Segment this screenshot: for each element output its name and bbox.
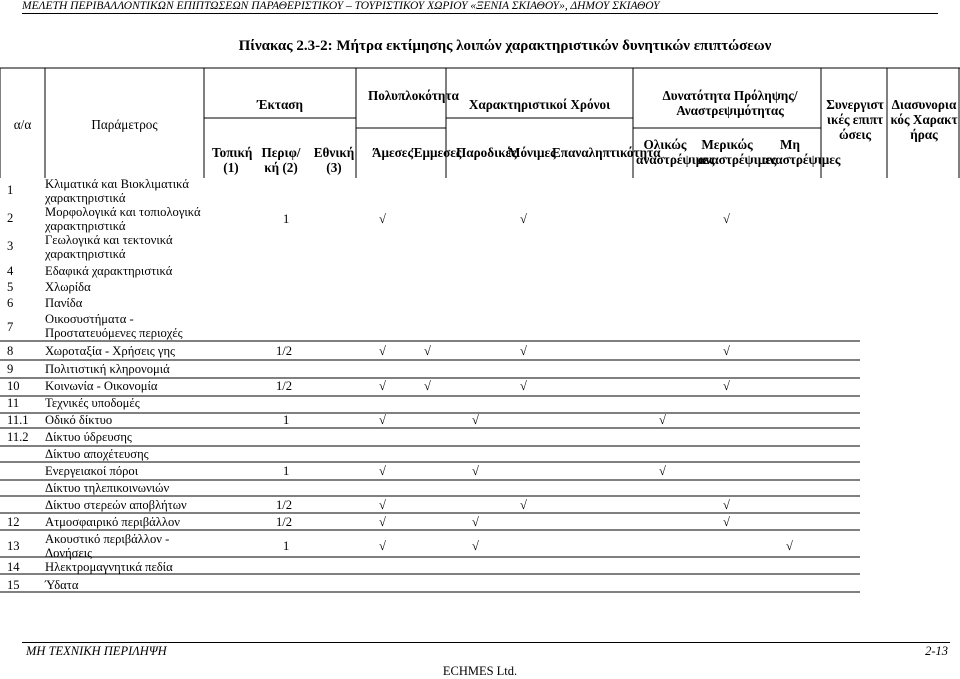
mark-value: 1 (283, 539, 290, 553)
header-mi: Μη αναστρέψιμες (762, 137, 841, 167)
header-diasynoriakos: Διασυνοριακός Χαρακτήρας (890, 97, 958, 142)
row-aa: 7 (7, 320, 14, 334)
row-param: Δονήσεις (45, 546, 93, 560)
mark-value: 1 (283, 464, 290, 478)
check-mark: √ (379, 539, 386, 553)
row-aa: 15 (7, 578, 20, 592)
row-param: Πανίδα (45, 296, 83, 310)
check-mark: √ (379, 515, 386, 529)
row-aa: 1 (7, 183, 14, 197)
row-aa: 13 (7, 539, 20, 553)
row-param: Κλιματικά και Βιοκλιματικά (45, 177, 189, 191)
header-polyplokotita: Πολυπλοκότητα (368, 88, 459, 103)
row-param: Δίκτυο τηλεπικοινωνιών (45, 481, 170, 495)
row-param: Οικοσυστήματα - (45, 312, 134, 326)
check-mark: √ (472, 464, 479, 478)
header-parodikes: Παροδικές (456, 145, 517, 160)
check-mark: √ (424, 344, 431, 358)
page-number: 2-13 (925, 644, 948, 658)
header-perif: Περιφ/κή (2) (261, 145, 301, 175)
row-param: Εδαφικά χαρακτηριστικά (45, 264, 173, 278)
row-aa: 12 (7, 515, 20, 529)
row-param: Δίκτυο αποχέτευσης (45, 447, 149, 461)
row-param: Ύδατα (45, 578, 79, 592)
mark-value: 1 (283, 212, 290, 226)
row-param: Προστατευόμενες περιοχές (45, 326, 183, 340)
row-param: Χλωρίδα (45, 280, 91, 294)
header-synergistikes: Συνεργιστικές επιπτώσεις (826, 97, 884, 142)
mark-value: 1/2 (276, 379, 293, 393)
check-mark: √ (379, 212, 386, 226)
check-mark: √ (520, 379, 527, 393)
header-merikos: Μερικώς αναστρέψιμες (698, 137, 777, 167)
row-aa: 14 (7, 560, 20, 574)
row-param: Δίκτυο ύδρευσης (45, 430, 132, 444)
header-dynatotita: Δυνατότητα Πρόληψης/Αναστρεψιμότητας (662, 88, 798, 118)
row-param: Ενεργειακοί πόροι (45, 464, 139, 478)
header-emmeses: Έμμεσες (412, 145, 462, 160)
check-mark: √ (472, 539, 479, 553)
check-mark: √ (520, 212, 527, 226)
row-aa: 4 (7, 264, 14, 278)
check-mark: √ (472, 515, 479, 529)
header-ektasi: Έκταση (257, 97, 303, 112)
header-monimes: Μόνιμες (508, 145, 556, 160)
check-mark: √ (379, 464, 386, 478)
row-aa: 6 (7, 296, 14, 310)
mark-value: 1/2 (276, 515, 293, 529)
check-mark: √ (520, 344, 527, 358)
row-param: χαρακτηριστικά (45, 191, 126, 205)
footer-left: ΜΗ ΤΕΧΝΙΚΗ ΠΕΡΙΛΗΨΗ (26, 644, 167, 658)
row-param: Ηλεκτρομαγνητικά πεδία (45, 560, 173, 574)
check-mark: √ (472, 413, 479, 427)
check-mark: √ (379, 379, 386, 393)
header-olikos: Ολικώς αναστρέψιμες (636, 137, 715, 167)
check-mark: √ (424, 379, 431, 393)
check-mark: √ (379, 413, 386, 427)
header-topiki: Τοπική (1) (212, 145, 253, 175)
header-ames: Άμεσες (372, 145, 414, 160)
row-param: Δίκτυο στερεών αποβλήτων (45, 498, 187, 512)
row-param: Μορφολογικά και τοπιολογικά (45, 205, 201, 219)
row-aa: 10 (7, 379, 20, 393)
header-epanaliptikotita: Επαναληπτικότητα (552, 145, 661, 160)
mark-value: 1 (283, 413, 290, 427)
check-mark: √ (723, 515, 730, 529)
row-param: Τεχνικές υποδομές (45, 396, 140, 410)
header-aa: α/α (13, 117, 32, 132)
header-ethniki: Εθνική (3) (313, 145, 355, 175)
check-mark: √ (659, 413, 666, 427)
row-param: χαρακτηριστικά (45, 219, 126, 233)
row-aa: 11.2 (7, 430, 29, 444)
check-mark: √ (659, 464, 666, 478)
row-param: Γεωλογικά και τεκτονικά (45, 233, 173, 247)
check-mark: √ (379, 498, 386, 512)
row-param: Πολιτιστική κληρονομιά (45, 362, 170, 376)
mark-value: 1/2 (276, 498, 293, 512)
footer-rule (22, 642, 950, 643)
check-mark: √ (786, 539, 793, 553)
mark-value: 1/2 (276, 344, 293, 358)
check-mark: √ (723, 344, 730, 358)
check-mark: √ (723, 498, 730, 512)
row-aa: 8 (7, 344, 14, 358)
header-xaraktiristikoi: Χαρακτηριστικοί Χρόνοι (468, 97, 611, 112)
row-param: Χωροταξία - Χρήσεις γης (45, 344, 176, 358)
row-aa: 2 (7, 211, 14, 225)
row-param: Οδικό δίκτυο (45, 413, 113, 427)
row-param: χαρακτηριστικά (45, 247, 126, 261)
row-aa: 11.1 (7, 413, 29, 427)
row-param: Ακουστικό περιβάλλον - (45, 532, 170, 546)
table-title: Πίνακας 2.3-2: Μήτρα εκτίμησης λοιπών χαρακτηριστικών δυνητικών επιπτώσεων (238, 38, 772, 54)
row-aa: 5 (7, 280, 14, 294)
row-aa: 9 (7, 362, 14, 376)
check-mark: √ (520, 498, 527, 512)
header-parameter: Παράμετρος (91, 117, 158, 132)
row-param: Ατμοσφαιρικό περιβάλλον (45, 515, 180, 529)
row-param: Κοινωνία - Οικονομία (45, 379, 158, 393)
row-aa: 3 (7, 239, 14, 253)
check-mark: √ (723, 379, 730, 393)
row-aa: 11 (7, 396, 20, 410)
document-header: ΜΕΛΕΤΗ ΠΕΡΙΒΑΛΛΟΝΤΙΚΩΝ ΕΠΙΠΤΩΣΕΩΝ ΠΑΡΑΘΕΡΙΣΤΙΚΟΥ – ΤΟΥΡΙΣΤΙΚΟΥ ΧΩΡΙΟΥ «ΞΕΝΙΑ ΣΚΙΑΘΟΥ», ΔΗΜΟΥ ΣΚΙΑΘΟΥ (22, 0, 938, 14)
check-mark: √ (723, 212, 730, 226)
footer-company: ECHMES Ltd. (442, 664, 518, 678)
check-mark: √ (379, 344, 386, 358)
